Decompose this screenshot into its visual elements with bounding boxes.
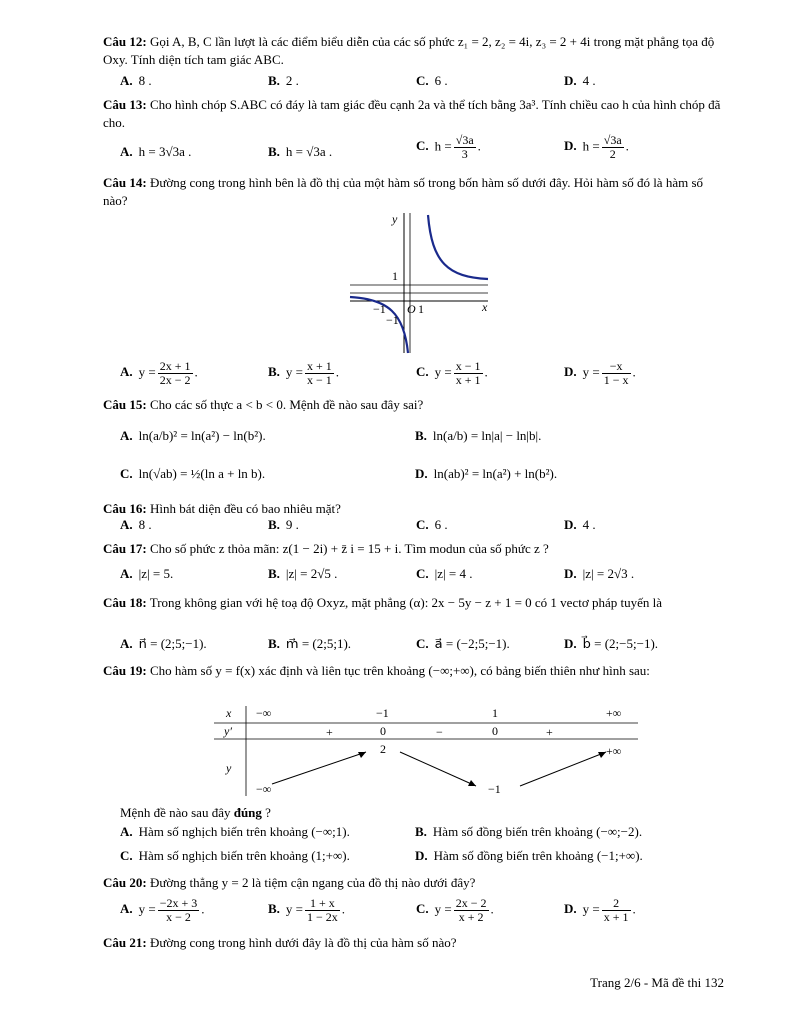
x-1: 1: [492, 706, 498, 720]
question-label: Câu 21:: [103, 935, 147, 950]
option-b[interactable]: B. Hàm số đồng biến trên khoảng (−∞;−2).: [415, 824, 643, 839]
option-c[interactable]: C. y = $\frac{2x - 2}{x + 2}$ .: [416, 896, 494, 924]
y-neg-inf: −∞: [256, 782, 272, 796]
question-text: Cho số phức z thỏa mãn: z(1 − 2i) + z̄ i = 15 + i. Tìm modun của số phức z ?: [149, 541, 549, 556]
sign-minus: −: [436, 725, 443, 739]
y-max: 2: [380, 742, 386, 756]
option-d[interactable]: D. 4 .: [564, 73, 596, 88]
q12-options: [120, 73, 720, 93]
x-label: x: [482, 300, 488, 314]
option-a[interactable]: A. y = $\frac{2x + 1}{2x - 2}$ .: [120, 359, 198, 387]
tick-1-x: 1: [418, 302, 424, 316]
option-c[interactable]: C. |z| = 4 .: [416, 566, 473, 581]
tick-1: 1: [392, 269, 398, 283]
q15-options-row2: [120, 466, 720, 486]
question-label: Câu 13:: [103, 97, 147, 112]
question-label: Câu 17:: [103, 541, 147, 556]
q18-options: [120, 636, 720, 656]
option-b[interactable]: B. h = √3a .: [268, 144, 333, 159]
option-c[interactable]: C. ln(√ab) = ½(ln a + ln b).: [120, 466, 266, 481]
question-label: Câu 15:: [103, 397, 147, 412]
option-d[interactable]: D. Hàm số đồng biến trên khoảng (−1;+∞).: [415, 848, 643, 863]
y-min: −1: [488, 782, 501, 796]
option-a[interactable]: A. |z| = 5.: [120, 566, 174, 581]
zero-1: 0: [380, 724, 386, 738]
option-d[interactable]: D. ln(ab)² = ln(a²) + ln(b²).: [415, 466, 558, 481]
option-d[interactable]: D. |z| = 2√3 .: [564, 566, 635, 581]
option-a[interactable]: A. h = 3√3a .: [120, 144, 192, 159]
page-footer: Trang 2/6 - Mã đề thi 132: [590, 975, 724, 990]
option-c[interactable]: C. y = $\frac{x - 1}{x + 1}$ .: [416, 359, 488, 387]
question-text: Cho các số thực a < b < 0. Mệnh đề nào sau đây sai?: [149, 397, 424, 412]
option-c[interactable]: C. Hàm số nghịch biến trên khoảng (1;+∞).: [120, 848, 350, 863]
question-label: Câu 14:: [103, 175, 147, 190]
question-label: Câu 18:: [103, 595, 147, 610]
option-d[interactable]: D. y = $\frac{2}{x + 1}$ .: [564, 896, 636, 924]
question-12: [103, 33, 725, 69]
sign-plus-2: +: [546, 725, 553, 739]
tick-minus-1-x: −1: [373, 302, 386, 316]
tick-minus-1-y: −1: [386, 313, 399, 327]
option-b[interactable]: B. 9 .: [268, 517, 299, 532]
row-y: y: [226, 761, 232, 775]
option-c[interactable]: C. 6 .: [416, 517, 448, 532]
question-20: [103, 874, 725, 892]
y-label: y: [392, 213, 398, 226]
x-pos-inf: +∞: [606, 706, 622, 720]
q19-options-row1: [120, 824, 720, 844]
variation-table: [214, 706, 638, 796]
question-text: Cho hình chóp S.ABC có đáy là tam giác đều cạnh 2a và thể tích bằng 3a³. Tính chiều cao h của hình chóp đã cho.: [103, 97, 721, 130]
option-a[interactable]: A. Hàm số nghịch biến trên khoảng (−∞;1).: [120, 824, 350, 839]
option-a[interactable]: A. n⃗ = (2;5;−1).: [120, 636, 207, 651]
x-minus-1: −1: [376, 706, 389, 720]
row-yprime: y′: [224, 724, 232, 738]
function-graph: [348, 213, 493, 358]
x-neg-inf: −∞: [256, 706, 272, 720]
question-17: [103, 540, 725, 558]
question-text: Hình bát diện đều có bao nhiêu mặt?: [149, 501, 341, 516]
question-label: Câu 19:: [103, 663, 147, 678]
option-a[interactable]: A. 8 .: [120, 73, 152, 88]
option-b[interactable]: B. ln(a/b) = ln|a| − ln|b|.: [415, 428, 542, 443]
zero-2: 0: [492, 724, 498, 738]
option-d[interactable]: D. b⃗ = (2;−5;−1).: [564, 636, 659, 651]
question-21: [103, 934, 725, 952]
question-18: [103, 594, 725, 612]
question-15: [103, 396, 725, 414]
question-16: [103, 500, 725, 518]
option-b[interactable]: B. 2 .: [268, 73, 299, 88]
question-text: Trong không gian với hệ toạ độ Oxyz, mặt phẳng (α): 2x − 5y − z + 1 = 0 có 1 vectơ pháp tuyến là: [149, 595, 662, 610]
question-text: Đường thẳng y = 2 là tiệm cận ngang của đồ thị nào dưới đây?: [149, 875, 476, 890]
origin-label: O: [407, 302, 416, 316]
option-c[interactable]: C. 6 .: [416, 73, 448, 88]
option-b[interactable]: B. m⃗ = (2;5;1).: [268, 636, 352, 651]
option-c[interactable]: C. a⃗ = (−2;5;−1).: [416, 636, 510, 651]
option-d[interactable]: D. 4 .: [564, 517, 596, 532]
q14-options: [120, 359, 720, 387]
option-a[interactable]: A. ln(a/b)² = ln(a²) − ln(b²).: [120, 428, 266, 443]
q20-options: [120, 896, 720, 924]
sign-plus-1: +: [326, 725, 333, 739]
option-d[interactable]: D. h = $\frac{√3a}{2}$ .: [564, 133, 629, 161]
row-x: x: [226, 706, 232, 720]
option-b[interactable]: B. y = $\frac{1 + x}{1 - 2x}$ .: [268, 896, 346, 924]
table-lines: [214, 706, 638, 796]
option-b[interactable]: B. y = $\frac{x + 1}{x - 1}$ .: [268, 359, 340, 387]
q17-options: [120, 566, 720, 586]
question-text: Đường cong trong hình dưới đây là đồ thị của hàm số nào?: [149, 935, 457, 950]
question-text: Cho hàm số y = f(x) xác định và liên tục trên khoảng (−∞;+∞), có bảng biến thiên như hình sau:: [149, 663, 650, 678]
q16-options: [120, 517, 720, 537]
q15-options-row1: [120, 428, 720, 448]
option-d[interactable]: D. y = $\frac{-x}{1 - x}$ .: [564, 359, 636, 387]
question-label: Câu 16:: [103, 501, 147, 516]
question-13: [103, 96, 725, 132]
option-a[interactable]: A. y = $\frac{-2x + 3}{x - 2}$ .: [120, 896, 205, 924]
question-text: Gọi A, B, C lần lượt là các điểm biểu diễn của các số phức z₁ = 2, z₂ = 4i, z₃ = 2 + 4i trong mặt phẳng tọa độ Oxy. Tính diện tích tam giác ABC.: [103, 34, 715, 67]
question-text: Đường cong trong hình bên là đồ thị của một hàm số trong bốn hàm số dưới đây. Hỏi hàm số đó là hàm số nào?: [103, 175, 704, 208]
question-label: Câu 20:: [103, 875, 147, 890]
option-c[interactable]: C. h = $\frac{√3a}{3}$ .: [416, 133, 481, 161]
q19-prompt: Mệnh đề nào sau đây đúng ?: [120, 805, 271, 820]
y-pos-inf: +∞: [606, 744, 622, 758]
q13-options: [120, 133, 720, 161]
question-19: [103, 662, 725, 680]
question-14: [103, 174, 725, 210]
q19-options-row2: [120, 848, 720, 868]
question-label: Câu 12:: [103, 34, 147, 49]
curve-right-branch: [428, 215, 488, 279]
option-a[interactable]: A. 8 .: [120, 517, 152, 532]
option-b[interactable]: B. |z| = 2√5 .: [268, 566, 338, 581]
